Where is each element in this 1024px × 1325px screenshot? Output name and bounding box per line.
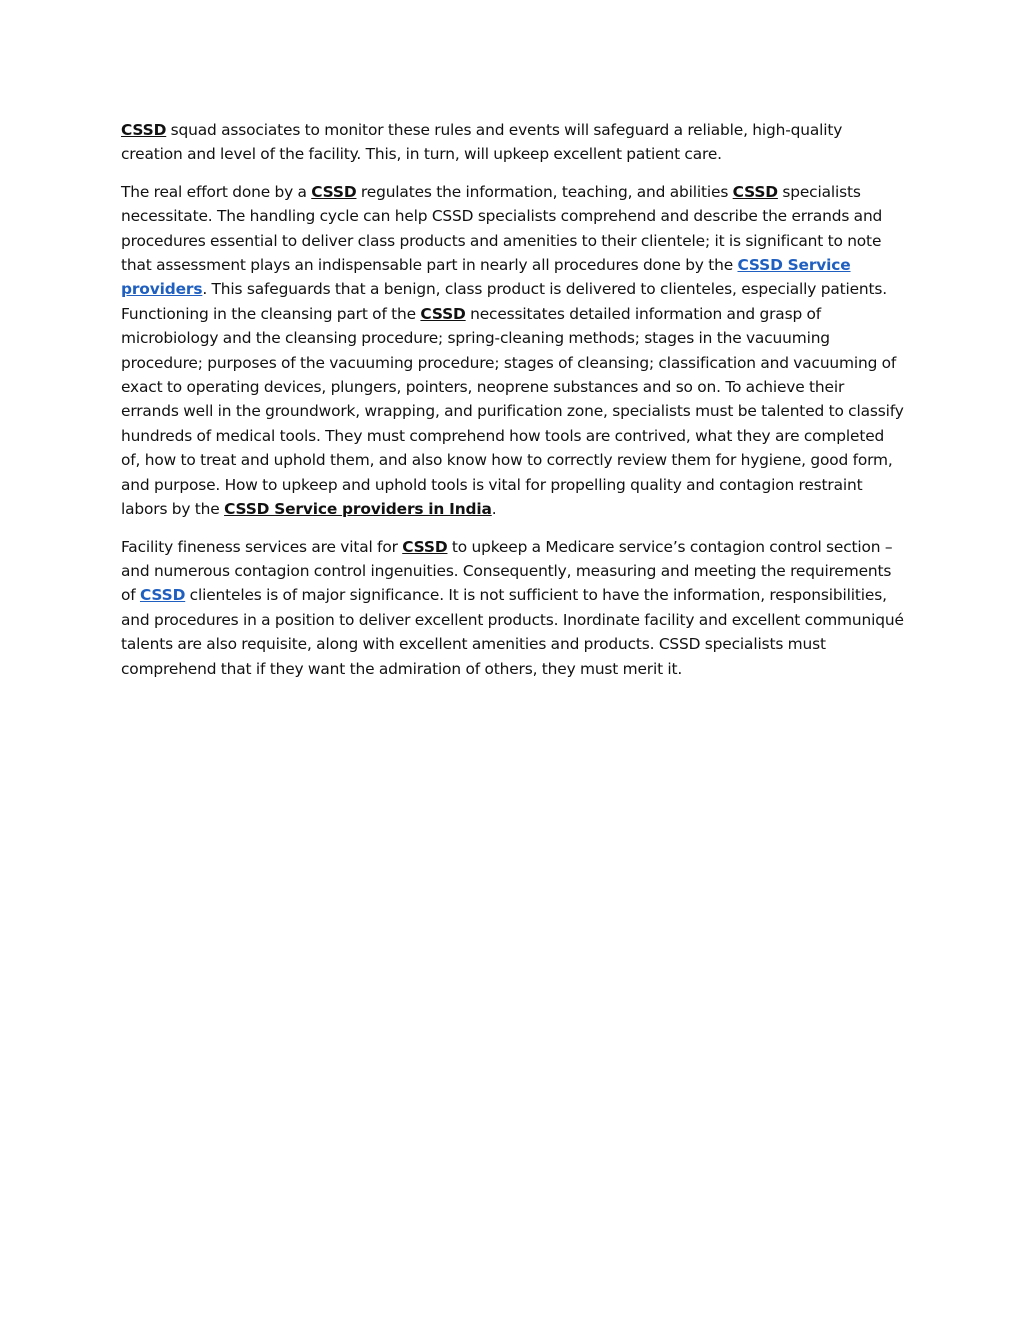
paragraph-text: . <box>491 500 497 519</box>
paragraph-text: necessitates detailed information and grasp of microbiology and the cleansing procedure; spring-cleaning methods; stages in the vacuuming procedure; purposes of the vacuuming procedure; stages of cleansing; classification and vacuuming of exact to operating devices, plungers, pointers, neoprene substances and so on. To achieve their errands well in the groundwork, wrapping, and purification zone, specialists must be talented to classify hundreds of medical tools. They must comprehend how tools are contrived, what they are completed of, how to treat and uphold them, and also know how to correctly review them for hygiene, good form, and purpose. How to upkeep and uphold tools is vital for propelling quality and contagion restraint labors by the <box>121 304 904 519</box>
paragraph-text: The real effort done by a <box>121 182 312 201</box>
paragraph-text: . This safeguards that a benign, class product is delivered to clienteles, especially patients. Functioning in the cleansing part of the <box>121 280 888 323</box>
document-page <box>121 118 906 694</box>
paragraph-text: Facility fineness services are vital for <box>121 537 403 556</box>
paragraph-1 <box>121 118 906 167</box>
paragraph-3 <box>121 535 906 681</box>
cssd-link[interactable]: CSSD <box>420 304 466 323</box>
cssd-link-blue[interactable]: CSSD <box>139 586 186 605</box>
paragraph-2 <box>121 180 906 522</box>
cssd-link[interactable]: CSSD <box>121 121 167 139</box>
cssd-service-providers-link[interactable]: CSSD Service providers <box>121 256 851 299</box>
paragraph-text: specialists necessitate. The handling cycle can help CSSD specialists comprehend and describe the errands and procedures essential to deliver class products and amenities to their clientele; it is significant to note that assessment plays an indispensable part in nearly all procedures done by the <box>121 182 883 275</box>
paragraph-text: clienteles is of major significance. It is not sufficient to have the information, responsibilities, and procedures in a position to deliver excellent products. Inordinate facility and excellent communiqué talents are also requisite, along with excellent amenities and products. CSSD specialists must comprehend that if they want the admiration of others, they must merit it. <box>121 586 904 678</box>
paragraph-text: squad associates to monitor these rules and events will safeguard a reliable, high-quality creation and level of the facility. This, in turn, will upkeep excellent patient care. <box>121 121 843 164</box>
cssd-link[interactable]: CSSD <box>732 182 778 201</box>
cssd-link[interactable]: CSSD <box>311 182 357 201</box>
paragraph-text: to upkeep a Medicare service’s contagion control section – and numerous contagion control ingenuities. Consequently, measuring and meeting the requirements of <box>121 537 893 605</box>
paragraph-text: regulates the information, teaching, and abilities <box>356 182 733 201</box>
cssd-service-providers-in-india-link[interactable]: CSSD Service providers in India <box>224 500 492 519</box>
cssd-link[interactable]: CSSD <box>402 537 448 556</box>
